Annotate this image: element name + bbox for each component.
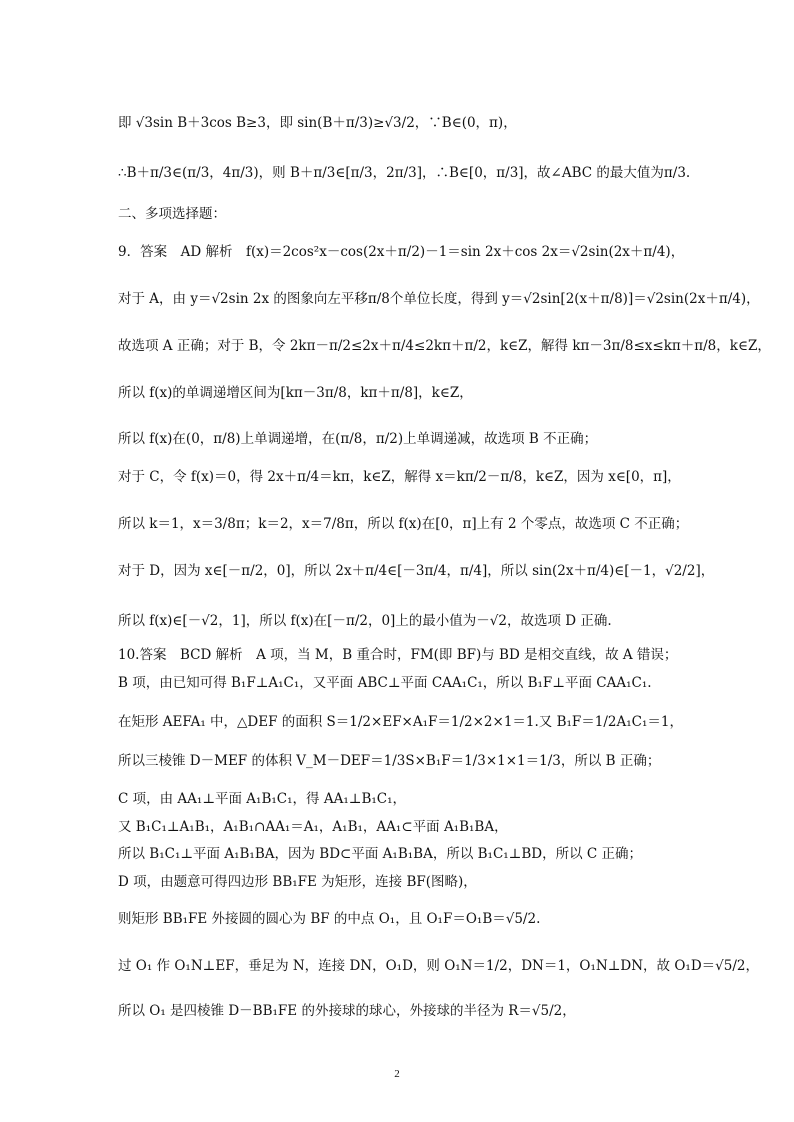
text-line-22: 过 O₁ 作 O₁N⊥EF，垂足为 N，连接 DN，O₁D，则 O₁N＝1/2，DN＝1，O₁N⊥DN，故 O₁D＝√5/2，: [118, 958, 759, 974]
text-line-15: 在矩形 AEFA₁ 中，△DEF 的面积 S＝1/2×EF×A₁F＝1/2×2×1＝1.又 B₁F＝1/2A₁C₁＝1，: [118, 714, 684, 730]
text-line-10: 所以 k＝1，x＝3/8π；k＝2，x＝7/8π，所以 f(x)在[0，π]上有 2 个零点，故选项 C 不正确；: [118, 516, 689, 532]
text-line-2: ∴B＋π/3∈(π/3，4π/3)，则 B＋π/3∈[π/3，2π/3]，∴B∈[0，π/3]，故∠ABC 的最大值为π/3.: [118, 165, 691, 181]
text-line-8: 所以 f(x)在(0，π/8)上单调递增，在(π/8，π/2)上单调递减，故选项 B 不正确；: [118, 431, 598, 447]
text-line-21: 则矩形 BB₁FE 外接圆的圆心为 BF 的中点 O₁，且 O₁F＝O₁B＝√5/2.: [118, 911, 541, 927]
section-heading: 二、多项选择题：: [118, 206, 226, 222]
text-line-18: 又 B₁C₁⊥A₁B₁，A₁B₁∩AA₁＝A₁，A₁B₁，AA₁⊂平面 A₁B₁BA，: [118, 819, 508, 835]
text-line-11: 对于 D，因为 x∈[－π/2，0]，所以 2x＋π/4∈[－3π/4，π/4]，所以 sin(2x＋π/4)∈[－1，√2/2]，: [118, 563, 715, 579]
text-line-6: 故选项 A 正确；对于 B，令 2kπ－π/2≤2x＋π/4≤2kπ＋π/2，k∈Z，解得 kπ－3π/8≤x≤kπ＋π/8，k∈Z，: [118, 338, 771, 354]
text-line-7: 所以 f(x)的单调递增区间为[kπ－3π/8，kπ＋π/8]，k∈Z，: [118, 385, 473, 401]
text-line-19: 所以 B₁C₁⊥平面 A₁B₁BA，因为 BD⊂平面 A₁B₁BA，所以 B₁C₁⊥BD，所以 C 正确；: [118, 846, 643, 862]
text-line-17: C 项，由 AA₁⊥平面 A₁B₁C₁，得 AA₁⊥B₁C₁，: [118, 791, 407, 807]
text-line-9: 对于 C，令 f(x)＝0，得 2x＋π/4＝kπ，k∈Z，解得 x＝kπ/2－π/8，k∈Z，因为 x∈[0，π]，: [118, 469, 681, 485]
text-line-20: D 项，由题意可得四边形 BB₁FE 为矩形，连接 BF(图略)，: [118, 874, 477, 890]
page-number: 2: [394, 1068, 400, 1080]
text-line-1: 即 √3sin B＋3cos B≥3，即 sin(B＋π/3)≥√3/2，∵B∈(0，π)，: [118, 115, 517, 131]
text-line-16: 所以三棱锥 D－MEF 的体积 V_M－DEF＝1/3S×B₁F＝1/3×1×1＝1/3，所以 B 正确；: [118, 753, 661, 769]
text-line-5: 对于 A，由 y＝√2sin 2x 的图象向左平移π/8个单位长度，得到 y＝√2sin[2(x＋π/8)]＝√2sin(2x＋π/4)，: [118, 291, 760, 307]
text-line-14: B 项，由已知可得 B₁F⊥A₁C₁，又平面 ABC⊥平面 CAA₁C₁，所以 B₁F⊥平面 CAA₁C₁.: [118, 675, 652, 691]
answer-9-line: 9．答案 AD 解析 f(x)＝2cos²x－cos(2x＋π/2)－1＝sin 2x＋cos 2x＝√2sin(2x＋π/4)，: [118, 244, 685, 260]
text-line-23: 所以 O₁ 是四棱锥 D－BB₁FE 的外接球的球心，外接球的半径为 R＝√5/2，: [118, 1003, 576, 1019]
answer-10-line: 10.答案 BCD 解析 A 项，当 M，B 重合时，FM(即 BF)与 BD 是相交直线，故 A 错误；: [118, 647, 678, 663]
text-line-12: 所以 f(x)∈[－√2，1]，所以 f(x)在[－π/2，0]上的最小值为－√2，故选项 D 正确.: [118, 613, 612, 629]
